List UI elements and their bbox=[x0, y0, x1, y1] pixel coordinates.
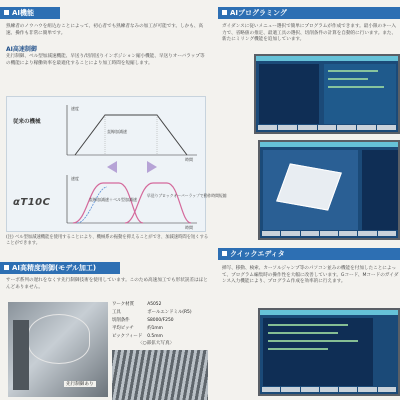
screen-line bbox=[328, 70, 378, 72]
before-machine-label: 従来の機械 bbox=[13, 119, 41, 125]
editor-screen bbox=[258, 308, 400, 396]
editor-line bbox=[268, 332, 338, 334]
ai-precision-header bbox=[0, 262, 120, 274]
screen-softkeys bbox=[262, 231, 396, 236]
screen-right-pane bbox=[324, 64, 396, 124]
bell-curve-2 bbox=[125, 183, 191, 223]
spec-value: 0.5mm bbox=[147, 334, 163, 339]
header-square-icon bbox=[222, 10, 227, 15]
header-square-icon bbox=[4, 265, 9, 270]
spec-row bbox=[112, 310, 195, 316]
header-square-icon bbox=[4, 10, 9, 15]
right-column bbox=[218, 0, 400, 400]
ai-programming-text: ガイダンスに従いメニュー選択で簡単にプログラムが作成できます。最小限のキー入力で、省略値の推定、最適工具の選択、切削条件の計算を自動的に行います。また、新たにミリング機能を追加しています。 bbox=[222, 24, 397, 43]
ai-precision-text: サーボ系列の遅れをなくす先行制御技術を使用しています。このため高速加工でも形状誤差はほとんどありません。 bbox=[6, 278, 208, 290]
screen-title-bar bbox=[256, 56, 398, 61]
3d-part-icon bbox=[276, 163, 342, 210]
programming-screen-1 bbox=[254, 54, 400, 134]
ai-high-speed-text: 先行制御、ベル型加減速機能、早送り/切削送りインポジション縮小機能、早送りオーバラップ等の機能により稼働効率を最適化することにより加工時間を短縮します。 bbox=[6, 54, 205, 66]
spec-row bbox=[112, 318, 195, 324]
machining-spec-table bbox=[110, 300, 197, 342]
editor-pane bbox=[263, 318, 373, 386]
upper-axis-time: 時間 bbox=[185, 157, 193, 162]
overlap-note: 早送りブロックオーバーラップで動作時間短縮 bbox=[147, 193, 227, 198]
tool-outline bbox=[28, 314, 90, 364]
spec-value: 約1mm bbox=[147, 326, 163, 331]
screen-line bbox=[328, 78, 368, 80]
programming-screen-2 bbox=[258, 140, 400, 240]
screen-line bbox=[328, 86, 384, 88]
editor-line bbox=[268, 348, 328, 350]
ai-precision-title: AI高精度制御(モデル加工) bbox=[12, 264, 97, 272]
screen-left-pane bbox=[259, 64, 319, 124]
ai-programming-header bbox=[218, 7, 400, 19]
surface-closeup-photo bbox=[112, 350, 208, 400]
spec-value: ボールエンドミル(R5) bbox=[147, 310, 192, 315]
spec-row bbox=[112, 302, 195, 308]
preread-callout: 先行制御あり bbox=[66, 382, 94, 387]
lower-axis-speed: 速度 bbox=[71, 176, 79, 181]
quick-editor-text: 挿写、移動、検索、カーソルジャンプ等のパソコン並みの機能を付加したことによって、プログラム編集時の操作性を大幅に改善しています。Gコード、Mコードのガイダンス入力機能により、プログラム作成を効率的に行えます。 bbox=[222, 266, 399, 285]
spec-label: 平均ピッチ bbox=[112, 326, 134, 331]
pink-arrow-left bbox=[107, 161, 117, 173]
lower-axis-time: 時間 bbox=[185, 225, 193, 230]
ai-functions-header bbox=[0, 7, 60, 19]
clamp-left bbox=[13, 320, 29, 390]
intro-paragraph: 熟練者のノウハウを組込むことによって、初心者でも熟練者なみの加工が可能です。しかも、高速、操作も非常に簡単です。 bbox=[6, 24, 204, 36]
bell-plus-label: 直線加減速＋ベル型加減速 bbox=[89, 197, 137, 202]
upper-axis-speed: 速度 bbox=[71, 106, 79, 111]
screen-title-bar bbox=[260, 142, 398, 147]
screen-softkeys bbox=[258, 125, 396, 130]
spec-label: 工具 bbox=[112, 310, 121, 315]
linear-accel-label: 直線加減速 bbox=[107, 129, 127, 134]
ai-high-speed-subtitle: AI高速制御 bbox=[6, 46, 37, 53]
quick-editor-header bbox=[218, 248, 400, 260]
photo-caption: 〈○部拡大写真〉 bbox=[138, 341, 175, 346]
alpha-t10c-label: αT10C bbox=[13, 197, 51, 208]
spec-value: S8000/F250 bbox=[147, 318, 174, 323]
ai-programming-title: AIプログラミング bbox=[230, 9, 287, 17]
screen-3d-pane bbox=[263, 150, 358, 230]
diagram-note: (注) ベル型加減速機能を使用することにより、機械系の振動を抑えることができ、加減速時間を短くすることができます。 bbox=[6, 235, 209, 246]
pink-arrow-right bbox=[147, 161, 157, 173]
screen-title-bar bbox=[260, 310, 398, 315]
spec-label: ワーク材質 bbox=[112, 302, 134, 307]
screen-softkeys bbox=[262, 387, 396, 392]
spec-label: 切削条件 bbox=[112, 318, 130, 323]
acceleration-diagram bbox=[6, 96, 227, 232]
linear-accel-line bbox=[75, 115, 187, 155]
quick-editor-title: クイックエディタ bbox=[230, 250, 285, 258]
screen-data-pane bbox=[362, 150, 398, 230]
editor-line bbox=[268, 324, 348, 326]
editor-line bbox=[268, 340, 358, 342]
spec-label: ピックフィード bbox=[112, 334, 143, 339]
spec-row bbox=[112, 326, 195, 332]
spec-value: A5052 bbox=[147, 302, 162, 307]
header-square-icon bbox=[222, 251, 227, 256]
ai-functions-title: AI機能 bbox=[12, 9, 35, 17]
